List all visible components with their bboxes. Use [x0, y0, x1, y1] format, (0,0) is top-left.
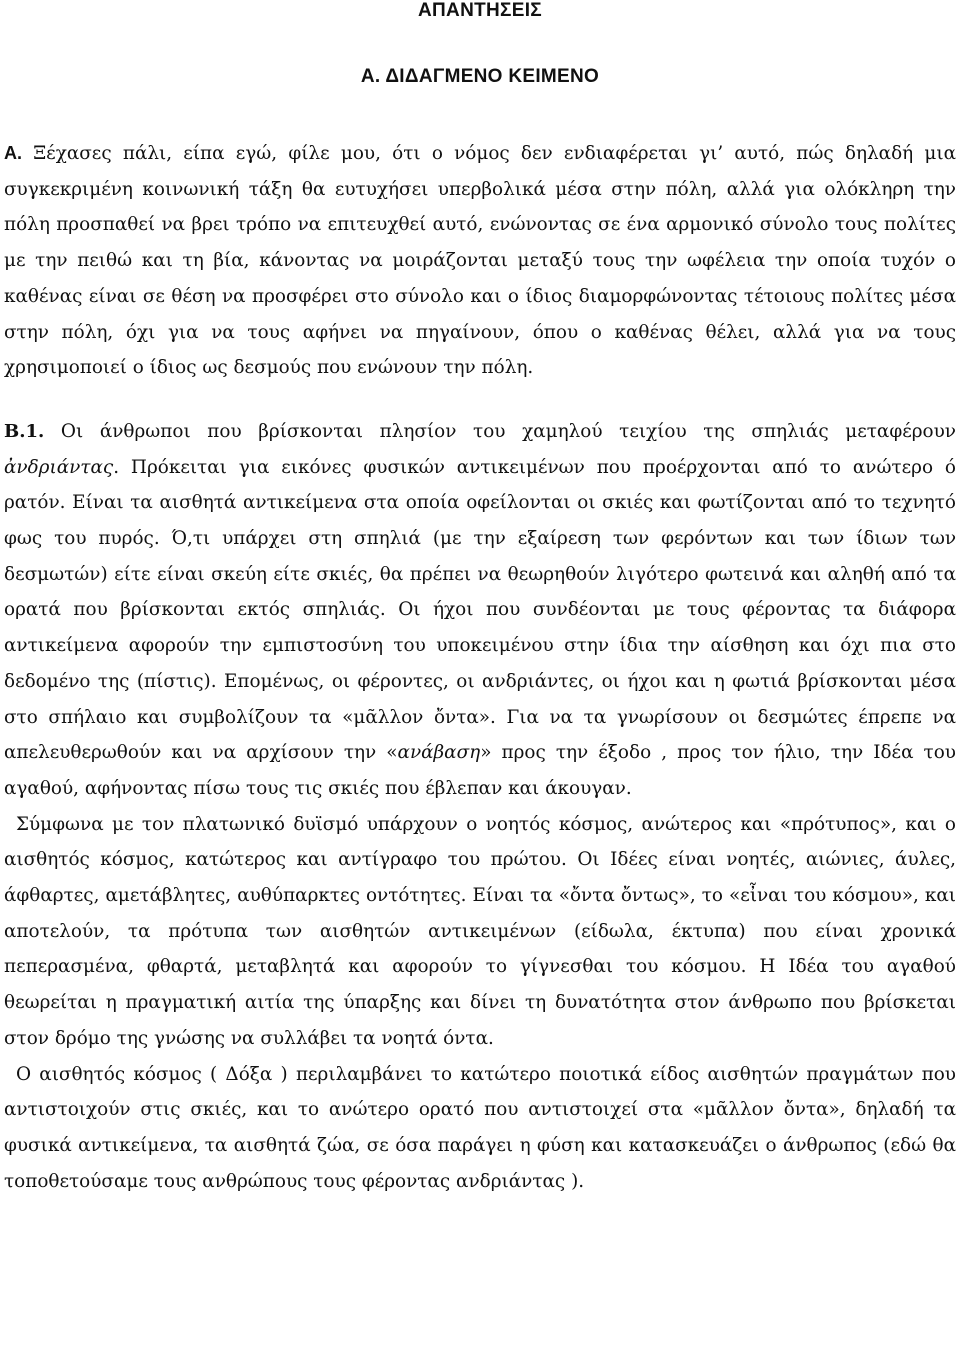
answer-a-paragraph	[4, 136, 956, 386]
answer-b1-text-end: » προς την έξοδο , προς τον ήλιο, την Ιδέα του αγαθού, αφήνοντας πίσω τους τις σκιές που έβλεπαν και άκουγαν.	[4, 742, 956, 799]
answer-a-label: Α.	[4, 143, 22, 163]
answer-b1-italic-term-2: ανάβαση	[397, 742, 481, 764]
answer-b1-paragraph	[4, 414, 956, 807]
answer-b1-label: Β.1.	[4, 420, 45, 442]
answer-b1-text-start: Οι άνθρωποι που βρίσκονται πλησίον του χαμηλού τειχίου της σπηλιάς μεταφέρουν	[44, 420, 956, 442]
document-title: ΑΠΑΝΤΗΣΕΙΣ	[418, 0, 542, 21]
sensible-world-paragraph: Ο αισθητός κόσμος ( Δόξα ) περιλαμβάνει το κατώτερο ποιοτικά είδος αισθητών πραγμάτων που αντιστοιχούν στις σκιές, και το ανώτερο ορατό που αντιστοιχεί στα «μᾶλλον ὄντα», δηλαδή τα φυσικά αντικείμενα, τα αισθητά ζώα, σε όσα παράγει η φύση και κατασκευάζει ο άνθρωπος (εδώ θα τοποθετούσαμε τους ανθρώπους τους φέροντας ανδριάντας ).	[4, 1063, 956, 1192]
answer-b1-italic-term: ἀνδριάντας	[4, 456, 114, 478]
answer-a-text: Ξέχασες πάλι, είπα εγώ, φίλε μου, ότι ο νόμος δεν ενδιαφέρεται γι’ αυτό, πώς δηλαδή μια συγκεκριμένη κοινωνική τάξη θα ευτυχήσει υπερβολικά μέσα στην πόλη, αλλά για ολόκληρη την πόλη προσπαθεί να βρει τρόπο να επιτευχθεί αυτό, ενώνοντας σε ένα αρμονικό σύνολο τους πολίτες με την πειθώ και τη βία, κάνοντας να μοιράζονται μεταξύ τους την ωφέλεια την οποία τυχόν ο καθένας είναι σε θέση να προσφέρει στο σύνολο και ο ίδιος διαμορφώνοντας τέτοιους πολίτες μέσα στην πόλη, όχι για να τους αφήνει να πηγαίνουν, όπου ο καθένας θέλει, αλλά για να τους χρησιμοποιεί ο ίδιος ως δεσμούς που ενώνουν την πόλη.	[4, 143, 956, 379]
answer-b1-text-middle: . Πρόκειται για εικόνες φυσικών αντικειμένων που προέρχονται από το ανώτερο ό ρατόν. Είναι τα αισθητά αντικείμενα στα οποία οφείλονται οι σκιές και φωτίζονται από το τεχνητό φως του πυρός. Ό,τι υπάρχει στη σπηλιά (με την εξαίρεση των φερόντων και των ίδιων των δεσμωτών) είτε είναι σκεύη είτε σκιές, θα πρέπει να θεωρηθούν λιγότερο φωτεινά και αληθή από τα ορατά που βρίσκονται εκτός σπηλιάς. Οι ήχοι που συνδέονται με τους φέροντας τα διάφορα αντικείμενα αφορούν την εμπιστοσύνη του υποκειμένου στην ίδια την αίσθηση και όχι πια στο δεδομένο της (πίστις). Επομένως, οι φέροντες, οι ανδριάντες, οι ήχοι και η φωτιά βρίσκονται μέσα στο σπήλαιο και συμβολίζουν τα «μᾶλλον ὄντα». Για να τα γνωρίσουν οι δεσμώτες έπρεπε να απελευθερωθούν και να αρχίσουν την «	[4, 456, 956, 764]
section-heading: Α. ΔΙΔΑΓΜΕΝΟ ΚΕΙΜΕΝΟ	[360, 66, 600, 87]
dualism-paragraph: Σύμφωνα με τον πλατωνικό δυϊσμό υπάρχουν ο νοητός κόσμος, ανώτερος και «πρότυπος», και ο αισθητός κόσμος, κατώτερος και αντίγραφο του πρώτου. Οι Ιδέες είναι νοητές, αιώνιες, άυλες, άφθαρτες, αμετάβλητες, αυθύπαρκτες οντότητες. Είναι τα «ὄντα ὄντως», το «εἶναι του κόσμου», και αποτελούν, τα πρότυπα των αισθητών αντικειμένων (είδωλα, έκτυπα) που είναι χρονικά πεπερασμένα, φθαρτά, μεταβλητά και αφορούν το γίγνεσθαι του κόσμου. Η Ιδέα του αγαθού θεωρείται η πραγματική αιτία της ύπαρξης και δίνει τη δυνατότητα στον άνθρωπο που βρίσκεται στον δρόμο της γνώσης να συλλάβει τα νοητά όντα.	[4, 813, 956, 1049]
